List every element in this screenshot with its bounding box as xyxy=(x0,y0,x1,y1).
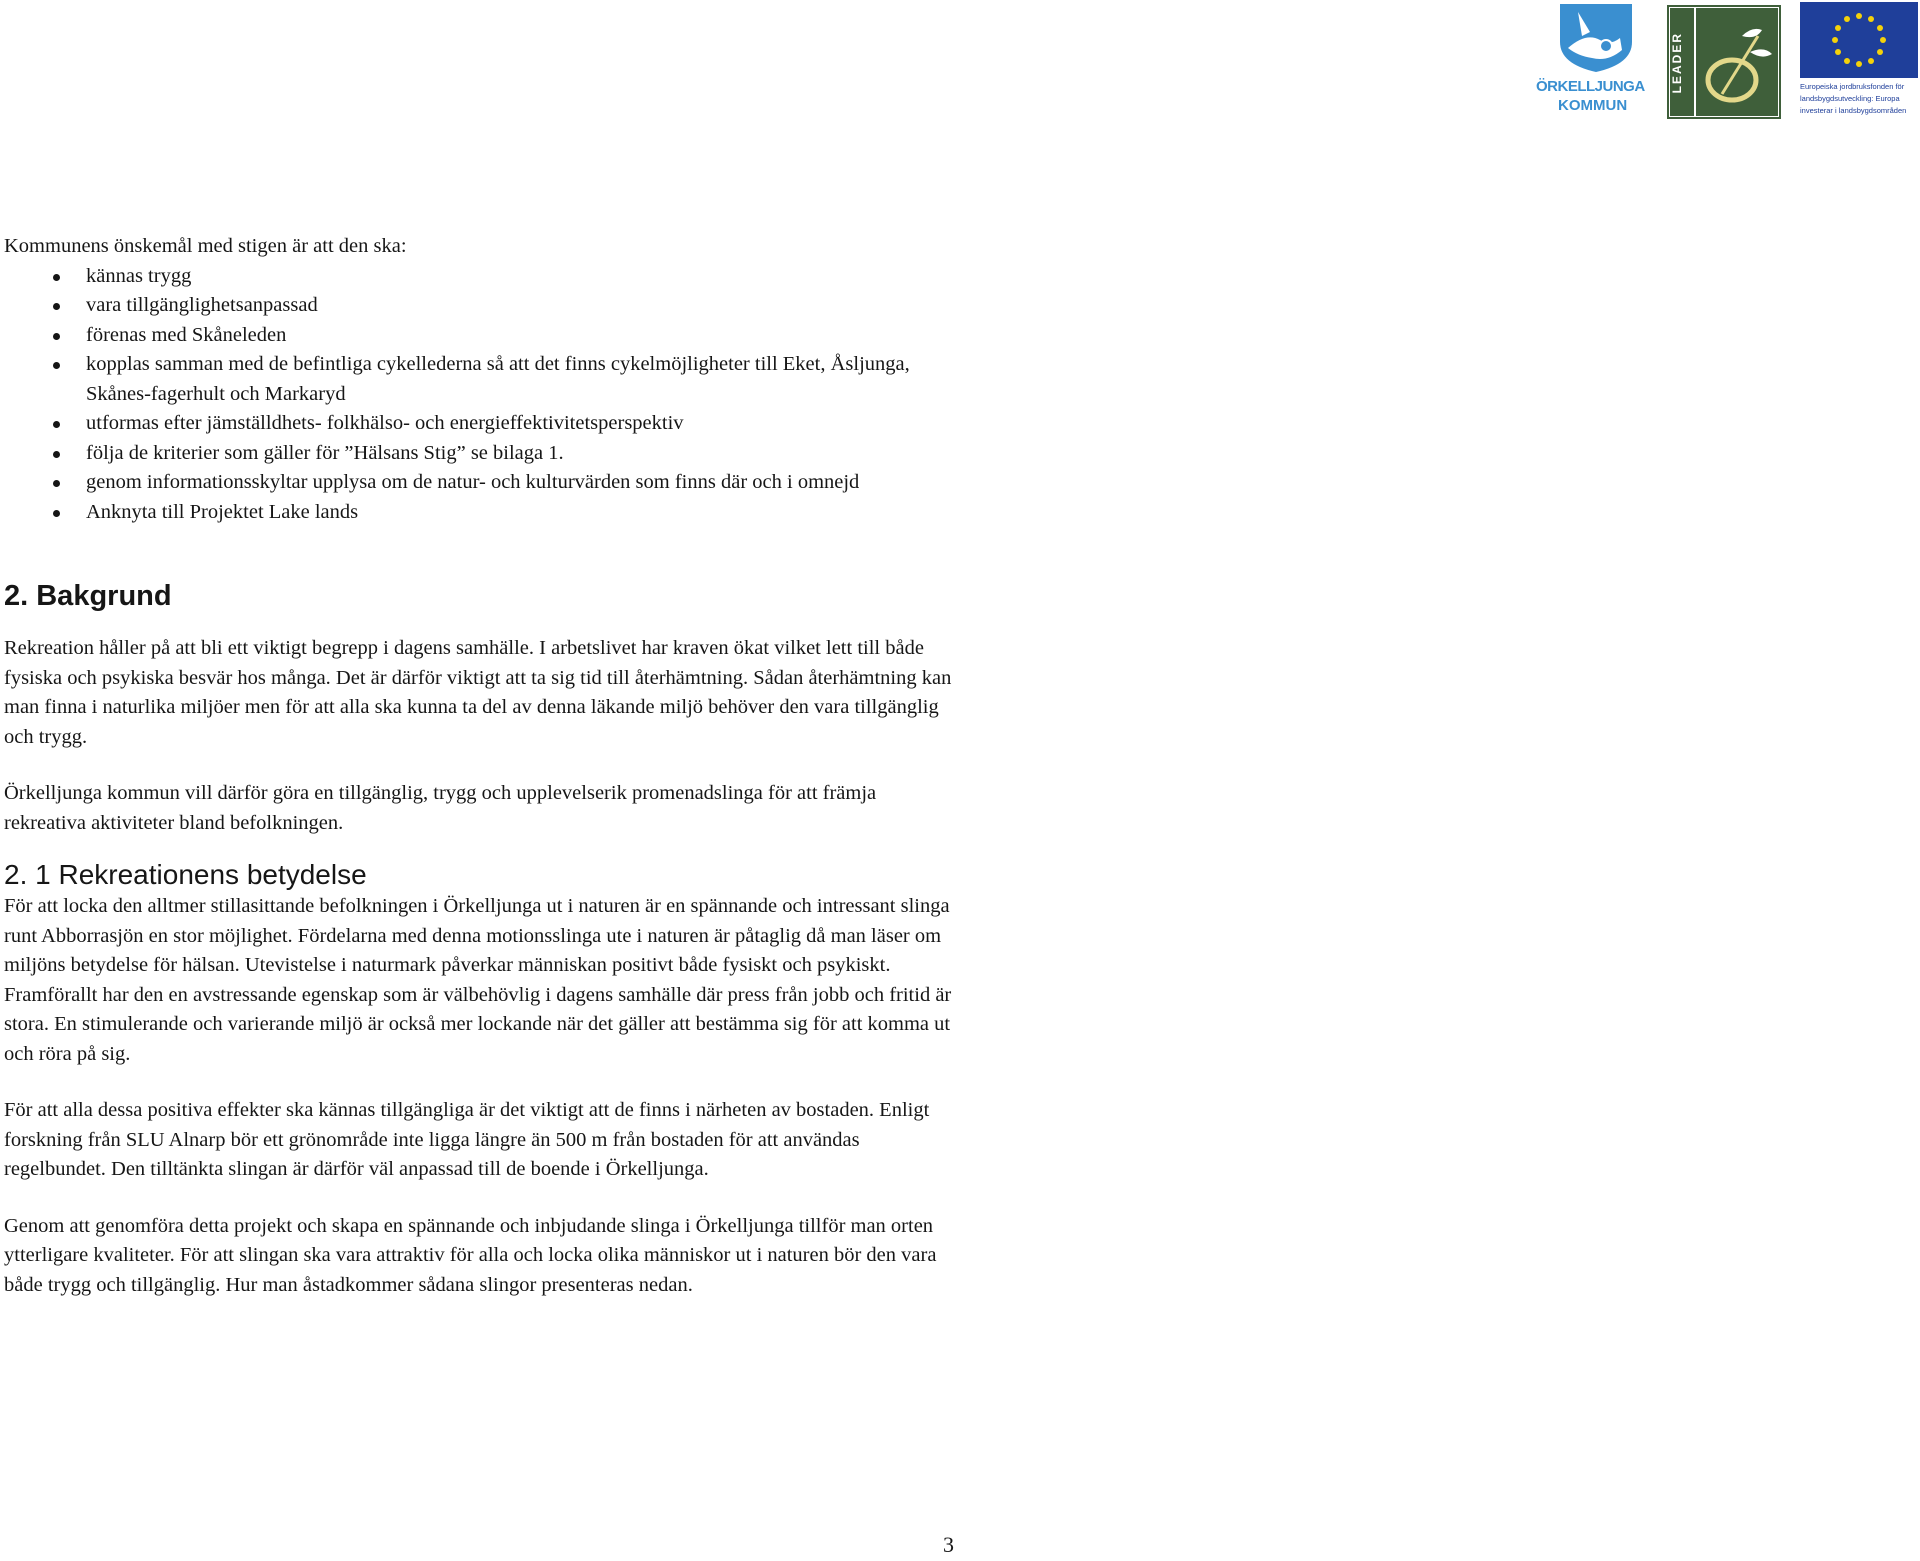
page-number: 3 xyxy=(943,1532,954,1557)
coat-of-arms-icon xyxy=(1556,2,1636,74)
list-item: förenas med Skåneleden xyxy=(4,321,956,351)
logo-line2: KOMMUN xyxy=(1558,97,1628,114)
logo-line1: ÖRKELLJUNGA xyxy=(1536,78,1645,95)
eu-flag-icon xyxy=(1800,2,1918,78)
list-item: kännas trygg xyxy=(4,262,956,292)
list-item: följa de kriterier som gäller för ”Hälsans Stig” se bilaga 1. xyxy=(4,439,956,469)
leader-text: LEADER xyxy=(1670,32,1684,94)
list-item: genom informationsskyltar upplysa om de natur- och kulturvärden som finns där och i omnejd xyxy=(4,468,956,498)
intro-text: Kommunens önskemål med stigen är att den ska: xyxy=(4,235,407,257)
section-heading-rekreation: 2. 1 Rekreationens betydelse xyxy=(4,859,367,890)
orkelljunga-logo xyxy=(1534,2,1656,120)
eu-caption-2: landsbygdsutveckling: Europa xyxy=(1800,94,1900,103)
eu-caption-3: investerar i landsbygdsområden xyxy=(1800,106,1907,115)
section-heading-bakgrund: 2. Bakgrund xyxy=(4,580,172,612)
list-item: Anknyta till Projektet Lake lands xyxy=(4,498,956,528)
list-item: utformas efter jämställdhets- folkhälso- och energieffektivitetsperspektiv xyxy=(4,409,956,439)
paragraph: Örkelljunga kommun vill därför göra en tillgänglig, trygg och upplevelserik promenadslinga för att främja rekreativa aktiviteter bland befolkningen. xyxy=(4,782,877,834)
list-item: vara tillgänglighetsanpassad xyxy=(4,291,956,321)
eu-logo xyxy=(1798,2,1920,120)
paragraph: För att alla dessa positiva effekter ska kännas tillgängliga är det viktigt att de finns i närheten av bostaden. Enligt forskning från SLU Alnarp bör ett grönområde inte ligga längre än 500 m från bostaden för att användas regelbundet. Den tilltänkta slingan är därför väl anpassad till de boende i Örkelljunga. xyxy=(4,1099,930,1180)
document-body xyxy=(4,232,956,1300)
paragraph: Rekreation håller på att bli ett viktigt begrepp i dagens samhälle. I arbetslivet har kraven ökat vilket lett till både fysiska och psykiska besvär hos många. Det är därför viktigt att ta sig tid till återhämtning. Sådan återhämtning kan man finna i naturlika miljöer men för att alla ska kunna ta del av denna läkande miljö behöver den vara tillgänglig och trygg. xyxy=(4,637,952,748)
paragraph: För att locka den alltmer stillasittande befolkningen i Örkelljunga ut i naturen är en spännande och intressant slinga runt Abborrasjön en stor möjlighet. Fördelarna med denna motionsslinga ute i naturen är påtaglig då man läser om miljöns betydelse för hälsan. Utevistelse i naturmark påverkar människan positivt både fysiskt och psykiskt. Framförallt har den en avstressande egenskap som är välbehövlig i dagens samhälle där press från jobb och fritid är stora. En stimulerande och varierande miljö är också mer lockande när det gäller att bestämma sig för att komma ut och röra på sig. xyxy=(4,895,952,1065)
paragraph: Genom att genomföra detta projekt och skapa en spännande och inbjudande slinga i Örkelljunga tillför man orten ytterligare kvaliteter. För att slingan ska vara attraktiv för alla och locka olika människor ut i naturen bör den vara både trygg och tillgänglig. Hur man åstadkommer sådana slingor presenteras nedan. xyxy=(4,1214,937,1296)
leader-logo xyxy=(1668,2,1780,120)
requirements-list xyxy=(4,262,956,528)
eu-caption-1: Europeiska jordbruksfonden för xyxy=(1800,82,1905,91)
list-item: kopplas samman med de befintliga cykellederna så att det finns cykelmöjligheter till Eket, Åsljunga, Skånes-fagerhult och Markaryd xyxy=(4,350,956,409)
